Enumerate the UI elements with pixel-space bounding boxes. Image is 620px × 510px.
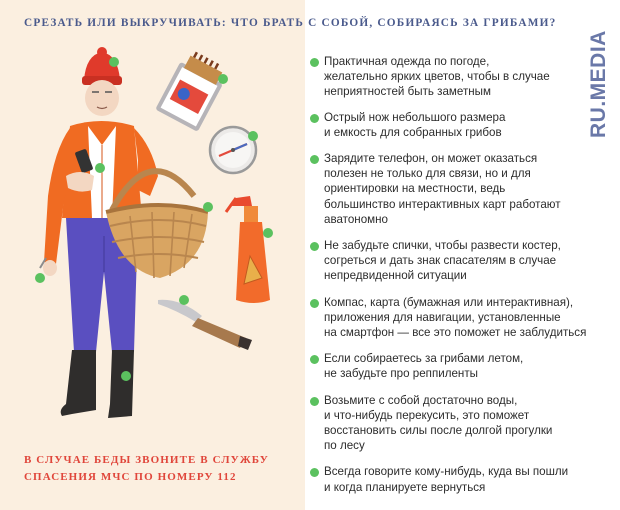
tip-text-line: и что-нибудь перекусить, это поможет	[324, 408, 530, 422]
tip-text-line: Возьмите с собой достаточно воды,	[324, 393, 518, 407]
tip-text-line: по лесу	[324, 439, 365, 453]
tip-text-line: ориентировки на местности, ведь	[324, 182, 506, 196]
tip-text-line: аватономно	[324, 212, 388, 226]
tip-text-line: восстановить силы после долгой прогулки	[324, 424, 553, 438]
tip-item	[310, 238, 610, 284]
brand-logo-text: RU.MEDIA	[587, 30, 610, 138]
tip-text-line: Острый нож небольшого размера	[324, 110, 506, 124]
tip-text-line: желательно ярких цветов, чтобы в случае	[324, 70, 550, 84]
bullet-dot-icon	[310, 242, 319, 251]
matchbox-icon	[155, 48, 230, 132]
tip-text-line: и емкость для собранных грибов	[324, 125, 502, 139]
tip-item	[310, 295, 610, 341]
tip-item	[310, 393, 610, 454]
tip-text-line: неприятностей быть заметным	[324, 85, 491, 99]
tip-item	[310, 151, 610, 227]
tip-item	[310, 464, 610, 494]
tip-text-line: Всегда говорите кому-нибудь, куда вы пошли	[324, 465, 569, 479]
tip-text-line: полезен не только для связи, но и для	[324, 167, 531, 181]
bullet-dot-icon	[310, 397, 319, 406]
bullet-dot-icon	[310, 155, 319, 164]
tip-text-line: Если собираетесь за грибами летом,	[324, 352, 524, 366]
tip-text-line: Компас, карта (бумажная или интерактивная),	[324, 295, 574, 309]
tip-text-line: на смартфон — все это поможет не заблудиться	[324, 326, 587, 340]
tip-text-line: приложения для навигации, установленные	[324, 310, 561, 324]
tip-item	[310, 351, 610, 381]
bullet-dot-icon	[310, 299, 319, 308]
tip-text-line: Не забудьте спички, чтобы развести костер,	[324, 239, 561, 253]
emergency-note	[24, 452, 294, 486]
bullet-dot-icon	[310, 114, 319, 123]
tip-text-line: Практичная одежда по погоде,	[324, 55, 490, 68]
tip-item	[310, 54, 610, 100]
spray-bottle-icon	[226, 196, 270, 303]
tip-text-line: непредвиденной ситуации	[324, 269, 467, 283]
page-title: СРЕЗАТЬ ИЛИ ВЫКРУЧИВАТЬ: ЧТО БРАТЬ С СОБОЙ, СОБИРАЯСЬ ЗА ГРИБАМИ?	[24, 17, 557, 29]
tip-text-line: Зарядите телефон, он может оказаться	[324, 152, 538, 166]
tip-text-line: не забудьте про реппиленты	[324, 367, 478, 381]
tip-item	[310, 110, 610, 140]
knife-icon	[158, 300, 252, 350]
emergency-note-line: СПАСЕНИЯ МЧС ПО НОМЕРУ 112	[24, 471, 237, 483]
bullet-dot-icon	[310, 355, 319, 364]
emergency-note-line: В СЛУЧАЕ БЕДЫ ЗВОНИТЕ В СЛУЖБУ	[24, 454, 269, 466]
tip-text-line: и когда планируете вернуться	[324, 480, 486, 494]
bullet-dot-icon	[310, 58, 319, 67]
illustration	[0, 40, 305, 430]
tips-list	[310, 54, 610, 495]
bullet-dot-icon	[310, 468, 319, 477]
tip-text-line: согреться и дать знак спасателям в случае	[324, 254, 557, 268]
tip-text-line: большинство интерактивных карт работают	[324, 197, 561, 211]
